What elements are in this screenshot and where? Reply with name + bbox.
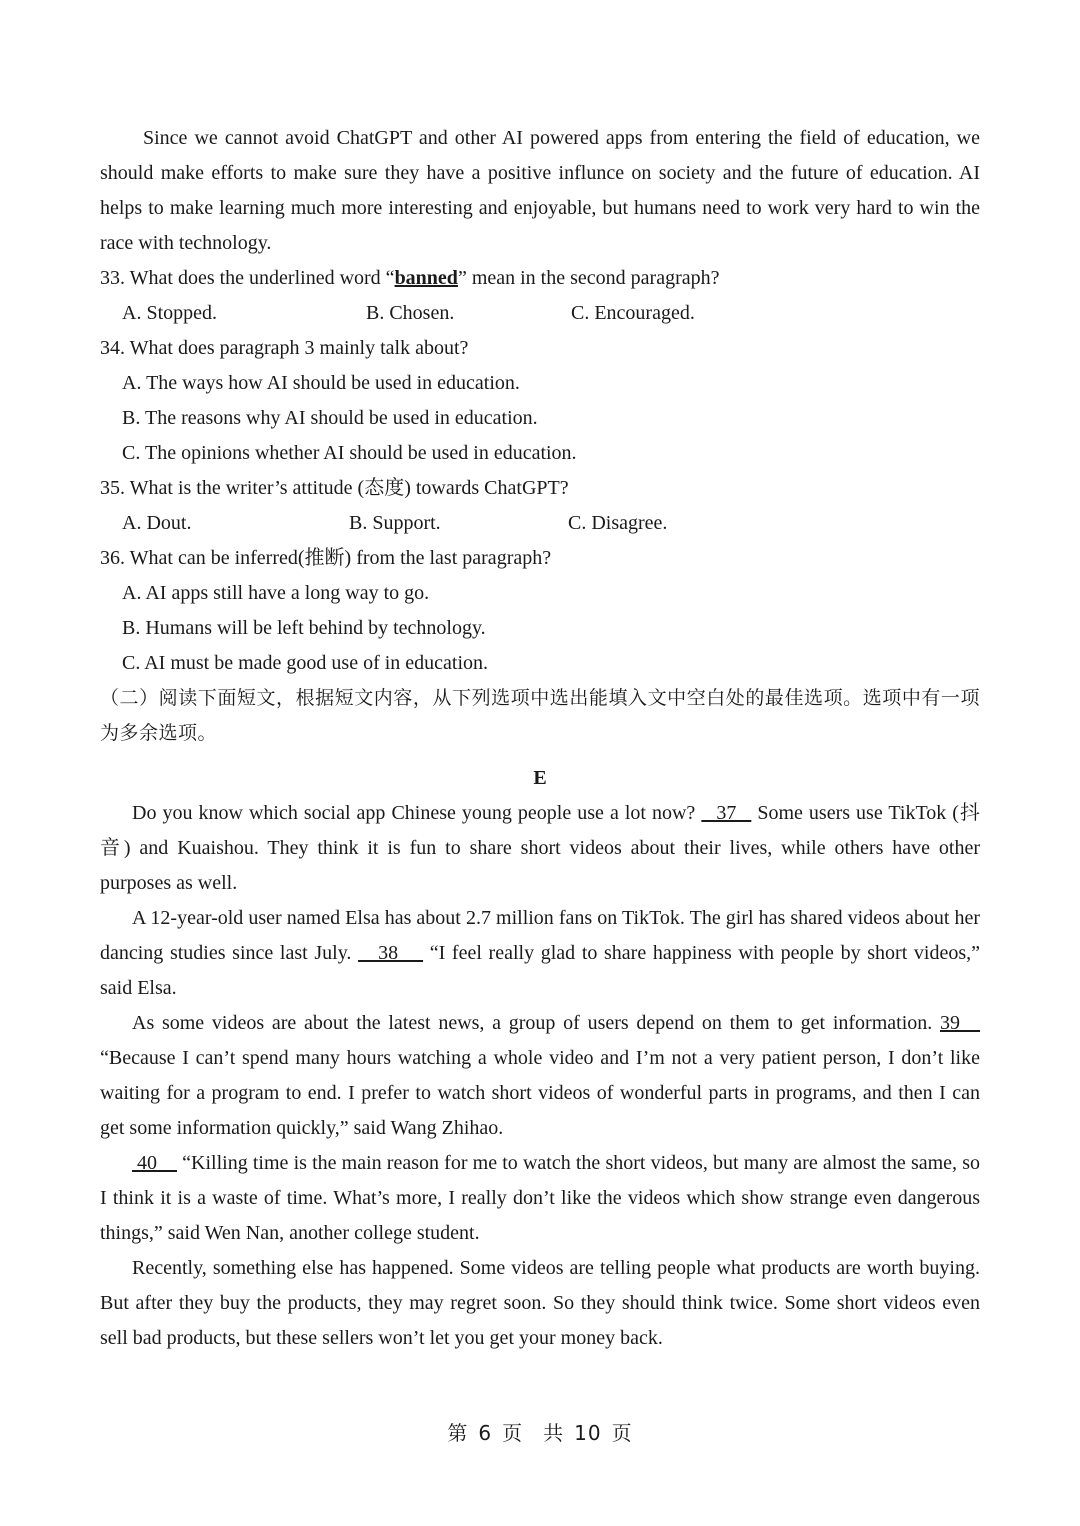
blank-40: 40 [132,1152,177,1174]
q33-suffix: ” mean in the second paragraph? [457,267,720,289]
question-35: 35. What is the writer’s attitude (态度) towards ChatGPT? [100,477,569,499]
q36-option-b: B. Humans will be left behind by technology. [122,617,486,639]
q33-prefix: 33. What does the underlined word “ [100,267,395,289]
p4-text: “Killing time is the main reason for me to watch the short videos, but many are almost the same, so I think it is a waste of time. What’s more, I really don’t like the videos which show strange even dangerous things,” said Wen Nan, another college student. [100,1152,980,1244]
footer-ye: 页 [502,1421,524,1445]
q33-option-a: A. Stopped. [122,302,217,324]
passage-paragraph-4 [100,1146,980,1251]
footer-total: 10 [574,1421,602,1445]
passage-paragraph-3 [100,1006,980,1146]
q34-option-a: A. The ways how AI should be used in education. [122,372,520,394]
p1-text-before: Do you know which social app Chinese young people use a lot now? [132,802,702,824]
page-footer [0,1417,1080,1446]
section-2-instruction: （二）阅读下面短文，根据短文内容，从下列选项中选出能填入文中空白处的最佳选项。选项中有一项为多余选项。 [100,687,980,744]
question-36: 36. What can be inferred(推断) from the last paragraph? [100,547,552,569]
q36-option-a: A. AI apps still have a long way to go. [122,582,430,604]
q33-option-c: C. Encouraged. [571,302,695,324]
intro-paragraph: Since we cannot avoid ChatGPT and other AI powered apps from entering the field of education, we should make efforts to make sure they have a positive influnce on society and the future of education. AI helps to make learning much more interesting and enjoyable, but humans need to work very hard to win the race with technology. [100,127,980,254]
q33-option-b: B. Chosen. [366,302,455,324]
blank-39: 39 [940,1012,980,1034]
footer-di: 第 [447,1421,469,1445]
p3-text-before: As some videos are about the latest news, a group of users depend on them to get information. [132,1012,940,1034]
q36-option-c: C. AI must be made good use of in education. [122,652,489,674]
q33-options [100,296,980,331]
exam-page [100,121,980,1356]
q35-option-b: B. Support. [349,512,441,534]
passage-paragraph-2 [100,901,980,1006]
q34-option-b: B. The reasons why AI should be used in education. [122,407,538,429]
footer-ye-2: 页 [611,1421,633,1445]
q35-options [100,506,980,541]
p2-text-after: “I feel really glad to share happiness with people by short videos,” said Elsa. [100,942,980,999]
blank-37: 37 [701,802,752,824]
passage-title: E [533,767,547,789]
underlined-word: banned [394,267,458,289]
footer-page-number: 6 [478,1421,493,1445]
question-33 [100,261,980,296]
p1-text-after: Some users use TikTok (抖音) and Kuaishou. They think it is fun to share short videos about their lives, while others have other purposes as well. [100,802,980,894]
passage-paragraph-1 [100,796,980,901]
q35-option-a: A. Dout. [122,512,192,534]
q35-option-c: C. Disagree. [568,512,668,534]
q34-option-c: C. The opinions whether AI should be used in education. [122,442,577,464]
p3-text-after: “Because I can’t spend many hours watching a whole video and I’m not a very patient person, I don’t like waiting for a program to end. I prefer to watch short videos of wonderful parts in programs, and then I can get some information quickly,” said Wang Zhihao. [100,1047,980,1139]
question-34: 34. What does paragraph 3 mainly talk about? [100,337,469,359]
p2-text-before: A 12-year-old user named Elsa has about 2.7 million fans on TikTok. The girl has shared videos about her dancing studies since last July. [100,907,980,964]
footer-gong: 共 [543,1421,565,1445]
blank-38: 38 [358,942,424,964]
passage-paragraph-5: Recently, something else has happened. Some videos are telling people what products are worth buying. But after they buy the products, they may regret soon. So they should think twice. Some short videos even sell bad products, but these sellers won’t let you get your money back. [100,1257,980,1349]
